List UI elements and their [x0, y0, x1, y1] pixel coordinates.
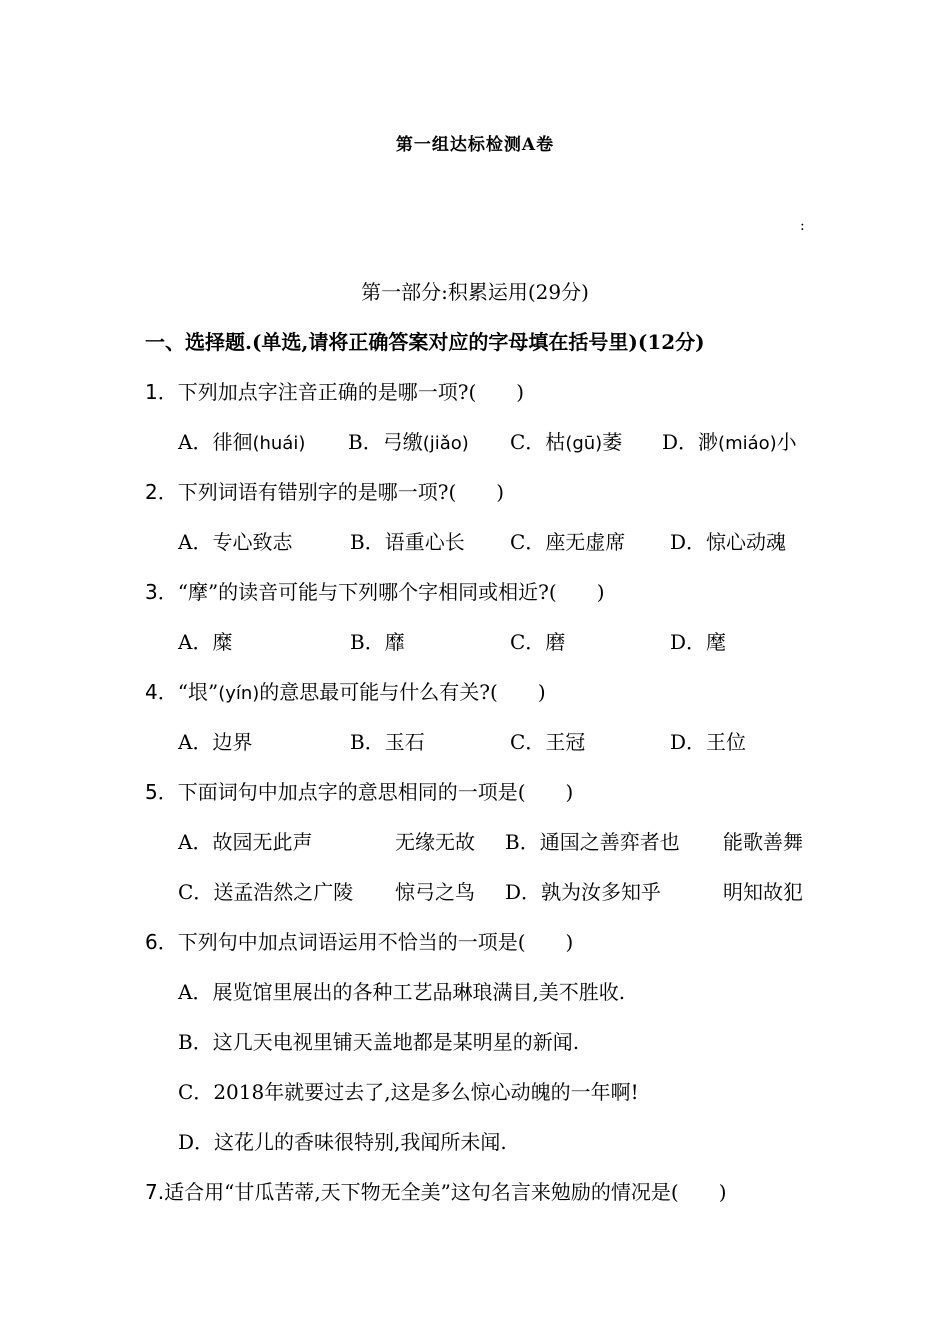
option-a[interactable]: A．专心致志 [178, 530, 293, 554]
question-number: 7. [145, 1180, 165, 1204]
part-title: 第一部分:积累运用(29分) [361, 280, 589, 304]
option-b[interactable]: B．语重心长 [350, 530, 465, 554]
header-colon: : [800, 218, 805, 234]
question-stem: 下列加点字注音正确的是哪一项?( ) [177, 380, 525, 404]
option-b[interactable]: B．这几天电视里铺天盖地都是某明星的新闻. [178, 1030, 580, 1054]
option-b-pair: 能歌善舞 [723, 830, 803, 854]
question-number: 6． [145, 930, 178, 954]
question-stem: 下面词句中加点字的意思相同的一项是( ) [177, 780, 574, 804]
question-stem: 下列句中加点词语运用不恰当的一项是( ) [177, 930, 574, 954]
option-a-pair: 无缘无故 [395, 830, 475, 854]
question-number: 4． [145, 680, 178, 704]
section-title: 一、选择题.(单选,请将正确答案对应的字母填在括号里)(12分) [145, 330, 705, 354]
question-stem: 适合用“甘瓜苦蒂,天下物无全美”这句名言来勉励的情况是( ) [164, 1180, 727, 1204]
question-5 [145, 776, 573, 805]
option-a[interactable]: A．边界 [178, 730, 253, 754]
question-stem: 下列词语有错别字的是哪一项?( ) [177, 480, 505, 504]
page-title: 第一组达标检测A卷 [395, 135, 555, 155]
option-b[interactable]: B．通国之善弈者也 [505, 830, 680, 854]
option-a[interactable]: A．糜 [178, 630, 233, 654]
question-3 [145, 576, 605, 605]
question-2 [145, 476, 504, 505]
option-b[interactable]: B．玉石 [350, 730, 425, 754]
option-b[interactable]: B．靡 [350, 630, 405, 654]
question-7 [145, 1176, 727, 1205]
option-a[interactable]: A．故园无此声 [178, 830, 313, 854]
option-d[interactable]: D．麾 [670, 630, 727, 654]
option-c-pair: 惊弓之鸟 [395, 880, 475, 904]
question-number: 2． [145, 480, 178, 504]
option-d[interactable]: D．孰为汝多知乎 [505, 880, 662, 904]
question-6 [145, 926, 573, 955]
question-number: 1． [145, 380, 178, 404]
option-c[interactable]: C．王冠 [510, 730, 586, 754]
option-a[interactable]: A．徘徊(huái) [178, 430, 306, 454]
question-number: 3． [145, 580, 178, 604]
option-d[interactable]: D．渺(miáo)小 [662, 430, 797, 454]
option-d-pair: 明知故犯 [723, 880, 803, 904]
option-c[interactable]: C．2018年就要过去了,这是多么惊心动魄的一年啊! [178, 1080, 639, 1104]
option-c[interactable]: C．磨 [510, 630, 566, 654]
option-d[interactable]: D．王位 [670, 730, 747, 754]
option-c[interactable]: C．座无虚席 [510, 530, 626, 554]
question-1 [145, 376, 524, 405]
option-c[interactable]: C．枯(gū)萎 [510, 430, 623, 454]
question-number: 5． [145, 780, 178, 804]
option-c[interactable]: C．送孟浩然之广陵 [178, 880, 354, 904]
question-stem: “摩”的读音可能与下列哪个字相同或相近?( ) [177, 580, 605, 604]
option-a[interactable]: A．展览馆里展出的各种工艺品琳琅满目,美不胜收. [178, 980, 626, 1004]
question-4: 4．“垠”(yín)的意思最可能与什么有关?( ) [145, 680, 546, 704]
option-d[interactable]: D．惊心动魂 [670, 530, 787, 554]
option-d[interactable]: D．这花儿的香味很特别,我闻所未闻. [178, 1130, 507, 1154]
option-b[interactable]: B．弓缴(jiǎo) [348, 430, 469, 454]
